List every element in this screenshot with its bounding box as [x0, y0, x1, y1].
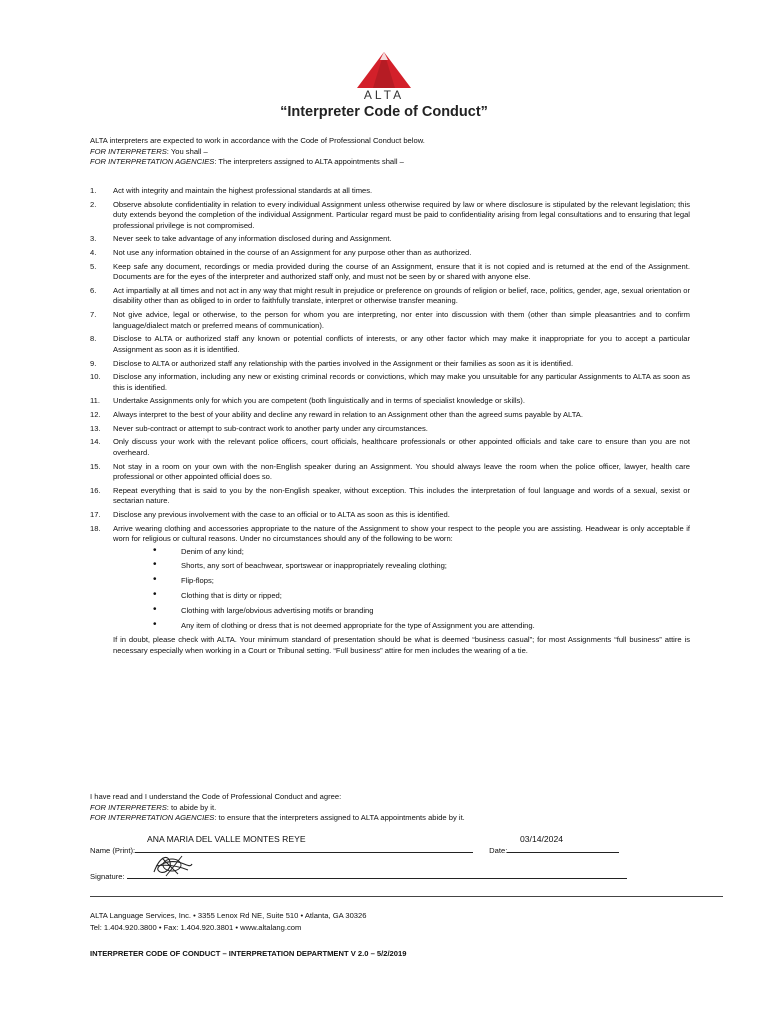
- interpreters-text: : You shall –: [166, 146, 208, 156]
- rule-item: 2. Observe absolute confidentiality in relation to every individual Assignment unless otherwise required by law or where disclosure is stipulated by the relevant legislation; this duty extends beyond the completion of the individual Assignment. Particular regard must be paid to confidentiality arising from legal consultations and to ensuring that legal professional privilege is not compromised.: [90, 199, 690, 230]
- rule-item: 11. Undertake Assignments only for which you are competent (both linguistically and in terms of specialist knowledge or skills).: [90, 396, 525, 406]
- closing-paragraph: If in doubt, please check with ALTA. Your minimum standard of presentation should be what is deemed “business casual”; for most Assignments “full business” attire is necessary especially when working in a Court or Tribunal setting. “Full business” attire for men includes the wearing of a tie.: [113, 635, 690, 655]
- rule-item: 17. Disclose any previous involvement with the case to an official or to ALTA as soon as this is identified.: [90, 510, 450, 519]
- rule-item: 14. Only discuss your work with the relevant police officers, court officials, healthcare professionals or other appointed officials and take care to ensure than you are not overheard.: [90, 437, 690, 457]
- agreement-line: I have read and I understand the Code of Professional Conduct and agree:: [90, 792, 342, 801]
- document-title: “Interpreter Code of Conduct”: [280, 104, 488, 120]
- agreement-agencies: FOR INTERPRETATION AGENCIES: to ensure that the interpreters assigned to ALTA appointments abide by it.: [90, 813, 465, 822]
- rule-item: 6. Act impartially at all times and not act in any way that might result in prejudice or preference on grounds of religion or belief, race, politics, gender, age, sexual orientation or disability other than as obliged to in order to faithfully translate, interpret or otherwise transfer meaning.: [90, 285, 690, 306]
- intro-section: [90, 136, 690, 168]
- logo-wordmark: ALTA: [363, 88, 405, 102]
- agencies-text: : The interpreters assigned to ALTA appointments shall –: [214, 157, 404, 166]
- intro-agencies: [90, 157, 690, 168]
- intro-interpreters: [90, 147, 690, 158]
- name-field-value: ANA MARIA DEL VALLE MONTES REYE: [147, 834, 306, 844]
- rule-item: 13. Never sub-contract or attempt to sub-contract work to another party under any circumstances.: [90, 423, 428, 433]
- rule-item: 9. Disclose to ALTA or authorized staff any relationship with the parties involved in the Assignment or their families as soon as it is identified.: [90, 358, 574, 368]
- rule-item: 8. Disclose to ALTA or authorized staff any known or potential conflicts of interests, or any other factor which may make it inappropriate for you to accept a particular Assignment as soon as it is identified.: [90, 334, 690, 354]
- name-label: Name (Print):: [90, 846, 136, 855]
- rule-item: 4. Not use any information obtained in the course of an Assignment for any purpose other than as authorized.: [90, 248, 472, 258]
- document-version: INTERPRETER CODE OF CONDUCT – INTERPRETATION DEPARTMENT V 2.0 – 5/2/2019: [90, 949, 407, 958]
- rule-item: 12. Always interpret to the best of your ability and decline any reward in relation to an Assignment other than the agreed sums payable by ALTA.: [90, 410, 583, 420]
- signature-row: [90, 870, 627, 881]
- rule-item: 5. Keep safe any document, recordings or media provided during the course of an Assignment, ensure that it is not copied and is returned at the end of the Assignment. Documents are for the eyes of the interpreter and authorized staff only, and must not be seen by or shared with anyone else.: [90, 261, 690, 282]
- agreement-section: [90, 792, 690, 824]
- interpreters-label: FOR INTERPRETERS: [90, 146, 167, 156]
- date-label: Date:: [489, 846, 508, 855]
- agreement-interpreters: FOR INTERPRETERS: to abide by it.: [90, 802, 217, 812]
- rule-item: 7. Not give advice, legal or otherwise, to the person for whom you are interpreting, nor enter into discussion with them (other than simple pleasantries and to confirm language/dialect match or preferred means of communication).: [90, 310, 690, 330]
- footer-divider: [90, 896, 723, 897]
- rules-list: [90, 186, 690, 657]
- rule-item: 15. Not stay in a room on your own with the non-English speaker during an Assignment. You should always leave the room when the police officer, lawyer, health care professional or other appointed official does so.: [90, 461, 690, 482]
- rule-item: 18. Arrive wearing clothing and accessories appropriate to the nature of the Assignment to show your respect to the people you are assisting. Headwear is only acceptable if worn for religious or cultural reasons. Under no circumstances should any of the following to be worn: • Denim of any kind; • Shorts, any sort of beachwear, sportswear or inappropriately revealing clothing; • Flip-flops; • Clothing that is dirty or ripped; • Clothing with large/obvious advertising motifs or branding • Any item of clothing or dress that is not deemed appropriate for the type of Assignment you are attending. If in doubt, please check with ALTA. Your minimum standard of presentation should be what is deemed “business casual”; for most Assignments “full business” attire is necessary especially when working in a Court or Tribunal setting. “Full business” attire for men includes the wearing of a tie.: [90, 524, 690, 657]
- signature-underline: [127, 870, 627, 879]
- rule-item: 16. Repeat everything that is said to you by the non-English speaker, without exception. This includes the interpretation of foul language and words of a sexual, sexist or sectarian nature.: [90, 485, 690, 506]
- clothing-item: • Clothing that is dirty or ripped;: [153, 591, 690, 602]
- footer-contact: Tel: 1.404.920.3800 • Fax: 1.404.920.3801 • www.altalang.com: [90, 923, 302, 932]
- date-field-value: 03/14/2024: [520, 834, 564, 844]
- clothing-item: • Shorts, any sort of beachwear, sportswear or inappropriately revealing clothing;: [153, 561, 690, 572]
- clothing-item: • Any item of clothing or dress that is not deemed appropriate for the type of Assignment you are attending.: [153, 621, 690, 632]
- signature-label: Signature:: [90, 872, 125, 881]
- intro-line: ALTA interpreters are expected to work in accordance with the Code of Professional Conduct below.: [90, 136, 425, 145]
- clothing-list: [153, 547, 690, 631]
- agencies-label: FOR INTERPRETATION AGENCIES: [90, 157, 215, 166]
- footer: [90, 910, 366, 934]
- rule-item: 3. Never seek to take advantage of any information disclosed during and Assignment.: [90, 234, 392, 244]
- rule-item: 1. Act with integrity and maintain the highest professional standards at all times.: [90, 186, 373, 195]
- date-underline: [507, 844, 619, 853]
- rule-item: 10. Disclose any information, including any new or existing criminal records or convictions, which may make you unsuitable for any particular Assignments to ALTA as soon as this is identified.: [90, 372, 690, 392]
- clothing-item: • Clothing with large/obvious advertising motifs or branding: [153, 606, 690, 617]
- clothing-item: • Denim of any kind;: [153, 547, 690, 558]
- clothing-item: • Flip-flops;: [153, 576, 690, 587]
- footer-address: ALTA Language Services, Inc. • 3355 Lenox Rd NE, Suite 510 • Atlanta, GA 30326: [90, 911, 367, 920]
